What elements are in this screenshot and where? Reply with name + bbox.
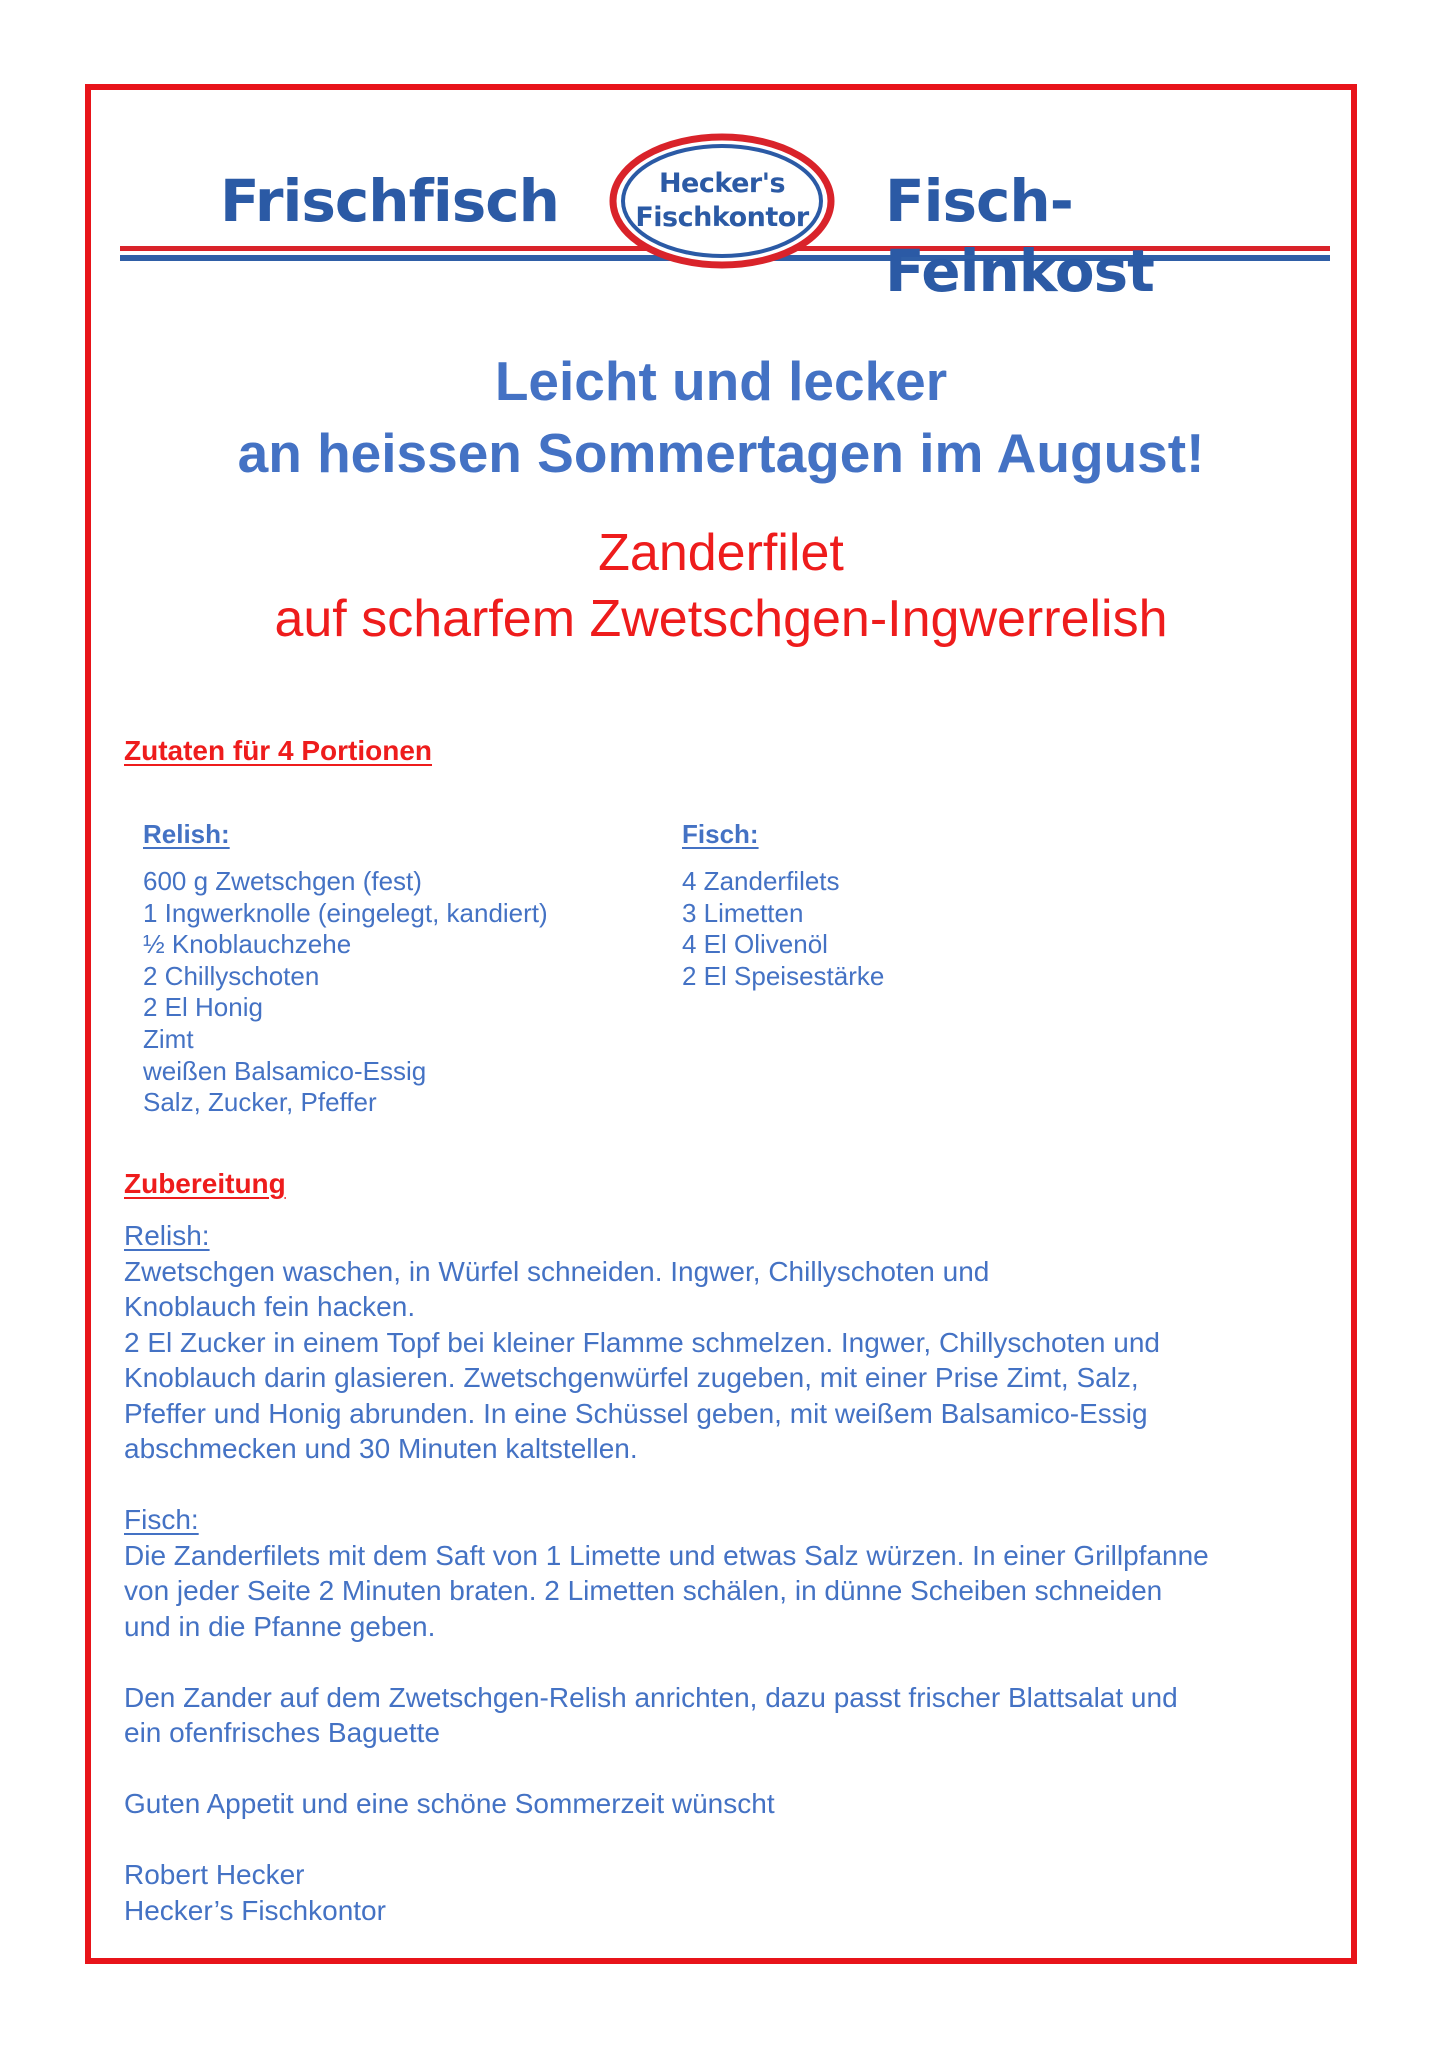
relish-ingredient-list xyxy=(143,866,548,1119)
fisch-ingredient-item: 4 El Olivenöl xyxy=(682,929,828,960)
recipe-title-line2: auf scharfem Zwetschgen-Ingwerrelish xyxy=(274,590,1168,648)
relish-ingredient-item: 600 g Zwetschgen (fest) xyxy=(143,866,422,896)
brand-fisch-feinkost: Fisch-Feinkost xyxy=(885,167,1154,305)
preparation-text xyxy=(124,1218,1334,1928)
recipe-title-line1: Zanderfilet xyxy=(598,524,844,582)
fisch-ingredient-item: 3 Limetten xyxy=(682,897,804,928)
logo-text-heckers: Hecker's xyxy=(658,168,786,199)
prep-relish-line: Zwetschgen waschen, in Würfel schneiden. Ingwer, Chillyschoten und xyxy=(124,1255,990,1287)
signature-company: Hecker’s Fischkontor xyxy=(124,1894,386,1926)
headline xyxy=(85,345,1357,489)
recipe-title xyxy=(85,520,1357,652)
prep-fisch-label: Fisch: xyxy=(124,1504,199,1535)
relish-ingredient-item: 1 Ingwerknolle (eingelegt, kandiert) xyxy=(143,897,548,928)
brand-frischfisch: Frischfisch xyxy=(220,167,559,235)
prep-fisch-line: Die Zanderfilets mit dem Saft von 1 Limette und etwas Salz würzen. In einer Grillpfanne xyxy=(124,1539,1209,1571)
prep-fisch-body xyxy=(124,1538,1334,1645)
fisch-ingredient-item: 2 El Speisestärke xyxy=(682,960,885,991)
relish-ingredient-item: Salz, Zucker, Pfeffer xyxy=(143,1087,377,1118)
prep-relish-line: Knoblauch fein hacken. xyxy=(124,1291,416,1322)
prep-fisch-line: von jeder Seite 2 Minuten braten. 2 Limetten schälen, in dünne Scheiben schneiden xyxy=(124,1575,1163,1606)
letterhead xyxy=(120,130,1330,305)
fisch-ingredients xyxy=(682,818,884,992)
relish-ingredient-item: Zimt xyxy=(143,1023,194,1054)
signature-name: Robert Hecker xyxy=(124,1859,305,1890)
relish-ingredients xyxy=(143,818,548,1119)
prep-relish-line: Pfeffer und Honig abrunden. In eine Schüssel geben, mit weißem Balsamico-Essig xyxy=(124,1397,1148,1429)
heckers-logo xyxy=(608,132,836,270)
prep-relish-line: abschmecken und 30 Minuten kaltstellen. xyxy=(124,1433,638,1464)
fisch-ingredient-item: 4 Zanderfilets xyxy=(682,866,840,896)
relish-ingredient-item: 2 Chillyschoten xyxy=(143,960,320,991)
prep-serving-line: Den Zander auf dem Zwetschgen-Relish anrichten, dazu passt frischer Blattsalat und xyxy=(124,1681,1178,1713)
preparation-heading: Zubereitung xyxy=(124,1168,286,1199)
relish-ingredients-label: Relish: xyxy=(143,819,230,849)
closing-line: Guten Appetit und eine schöne Sommerzeit wünscht xyxy=(124,1788,775,1819)
headline-line1: Leicht und lecker xyxy=(494,350,948,412)
relish-ingredient-item: ½ Knoblauchzehe xyxy=(143,929,352,960)
prep-relish-line: 2 El Zucker in einem Topf bei kleiner Flamme schmelzen. Ingwer, Chillyschoten und xyxy=(124,1326,1160,1358)
relish-ingredient-item: 2 El Honig xyxy=(143,992,263,1023)
logo-oval-icon xyxy=(608,132,836,270)
prep-serving-body xyxy=(124,1680,1334,1751)
relish-ingredient-item: weißen Balsamico-Essig xyxy=(143,1055,427,1086)
prep-relish-label: Relish: xyxy=(124,1220,210,1251)
prep-serving-line: ein ofenfrisches Baguette xyxy=(124,1717,440,1748)
ingredients-heading: Zutaten für 4 Portionen xyxy=(124,735,432,766)
prep-relish-body xyxy=(124,1254,1334,1467)
headline-line2: an heissen Sommertagen im August! xyxy=(237,422,1205,484)
prep-relish-line: Knoblauch darin glasieren. Zwetschgenwürfel zugeben, mit einer Prise Zimt, Salz, xyxy=(124,1362,1139,1393)
logo-text-fischkontor: Fischkontor xyxy=(635,202,809,233)
fisch-ingredient-list xyxy=(682,866,884,992)
fisch-ingredients-label: Fisch: xyxy=(682,819,759,849)
prep-fisch-line: und in die Pfanne geben. xyxy=(124,1610,436,1642)
